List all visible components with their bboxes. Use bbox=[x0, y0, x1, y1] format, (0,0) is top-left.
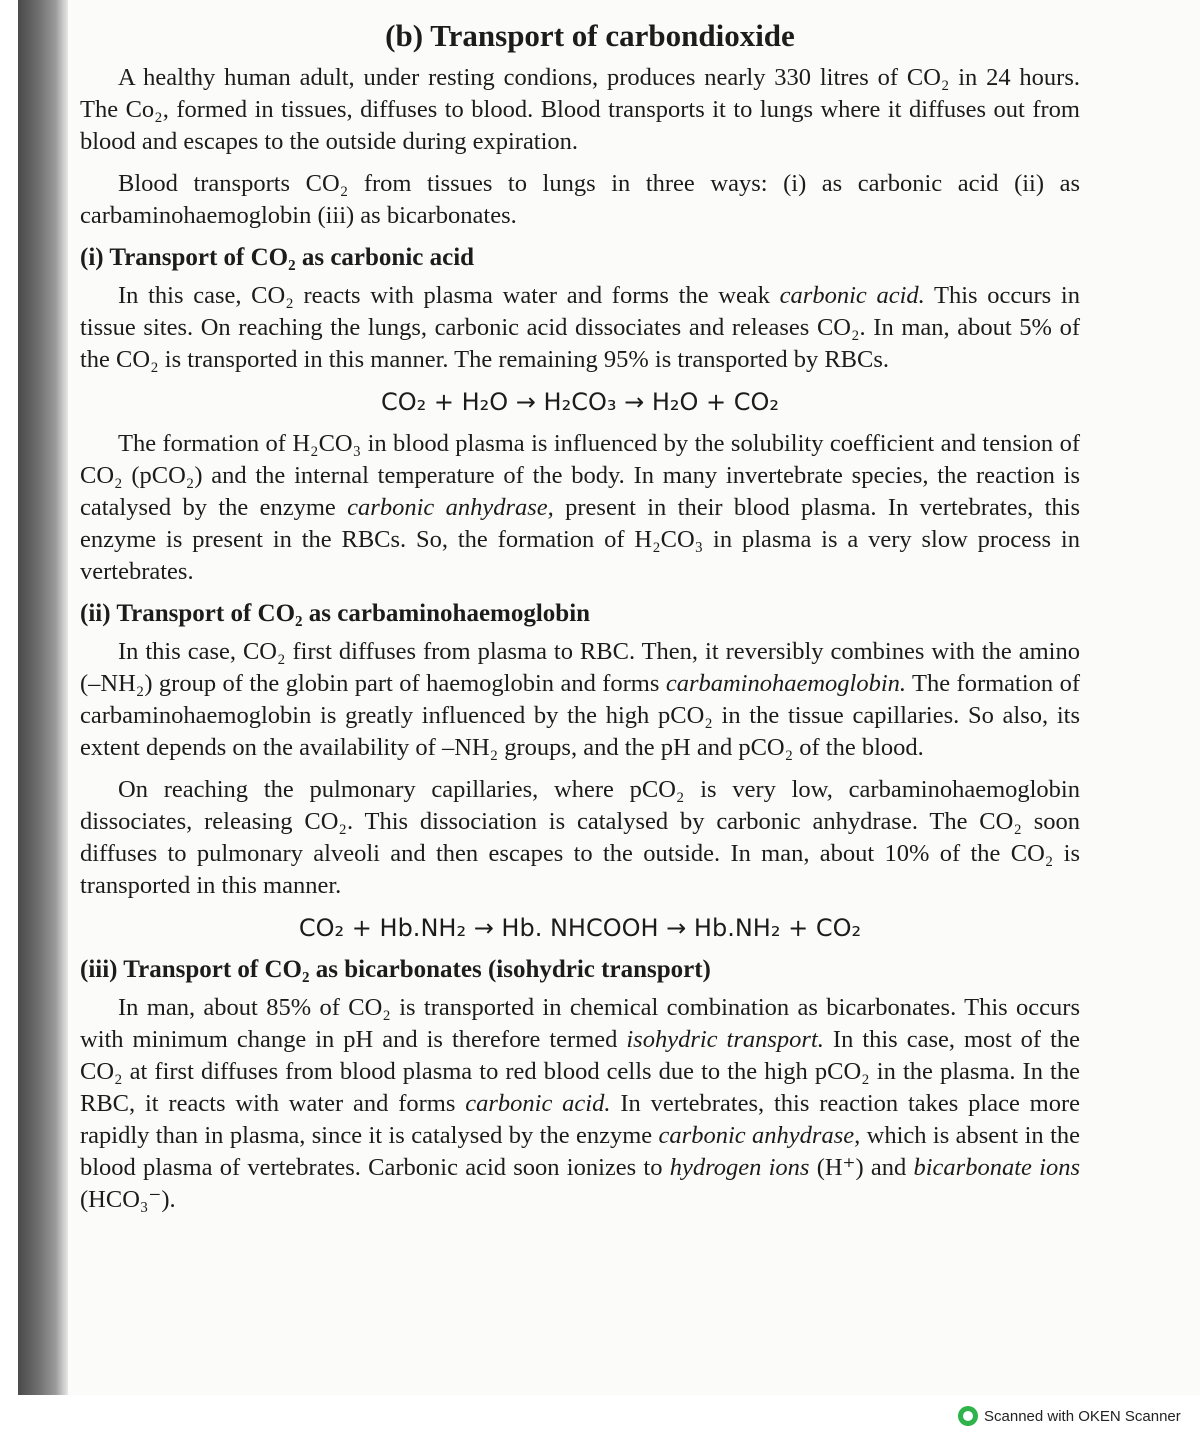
book-binding-shadow bbox=[18, 0, 68, 1395]
intro-paragraph-2: Blood transports CO₂ from tissues to lungs in three ways: (i) as carbonic acid (ii) as carbaminohaemoglobin (iii) as bicarbonates. bbox=[80, 170, 1080, 229]
carbaminohaemoglobin-equation: CO₂ + Hb.NH₂ → Hb. NHCOOH → Hb.NH₂ + CO₂ bbox=[298, 914, 862, 942]
page-title: (b) Transport of carbondioxide bbox=[385, 18, 795, 53]
section-2-paragraph-2: On reaching the pulmonary capillaries, where pCO₂ is very low, carbaminohaemoglobin dissociates, releasing CO₂. This dissociation is catalysed by carbonic anhydrase. The CO₂ soon diffuses to pulmonary alveoli and then escapes to the outside. In man, about 10% of the CO₂ is transported in this manner. bbox=[80, 776, 1080, 899]
section-2-heading: (ii) Transport of CO₂ as carbaminohaemoglobin bbox=[80, 600, 591, 627]
section-1-paragraph-2: The formation of H₂CO₃ in blood plasma is influenced by the solubility coefficient and tension of CO₂ (pCO₂) and the internal temperature of the body. In many invertebrate species, the reaction is catalysed by the enzyme carbonic anhydrase, present in their blood plasma. In vertebrates, this enzyme is present in the RBCs. So, the formation of H₂CO₃ in plasma is a very slow process in vertebrates. bbox=[80, 430, 1080, 585]
section-1-heading: (i) Transport of CO₂ as carbonic acid bbox=[80, 244, 475, 271]
page-content bbox=[80, 18, 1080, 1226]
section-3-paragraph-1: In man, about 85% of CO₂ is transported in chemical combination as bicarbonates. This occurs with minimum change in pH and is therefore termed isohydric transport. In this case, most of the CO₂ at first diffuses from blood plasma to red blood cells due to the high pCO₂ in the plasma. In the RBC, it reacts with water and forms carbonic acid. In vertebrates, this reaction takes place more rapidly than in plasma, since it is catalysed by the enzyme carbonic anhydrase, which is absent in the blood plasma of vertebrates. Carbonic acid soon ionizes to hydrogen ions (H⁺) and bicarbonate ions (HCO₃⁻). bbox=[80, 994, 1080, 1213]
scanner-watermark-text: Scanned with OKEN Scanner bbox=[984, 1407, 1181, 1425]
carbonic-acid-equation: CO₂ + H₂O → H₂CO₃ → H₂O + CO₂ bbox=[380, 388, 780, 416]
scanned-page bbox=[68, 0, 1200, 1395]
scanner-watermark bbox=[958, 1405, 1198, 1427]
section-2-paragraph-1: In this case, CO₂ first diffuses from plasma to RBC. Then, it reversibly combines with the amino (–NH₂) group of the globin part of haemoglobin and forms carbaminohaemoglobin. The formation of carbaminohaemoglobin is greatly influenced by the high pCO₂ in the tissue capillaries. So also, its extent depends on the availability of –NH₂ groups, and the pH and pCO₂ of the blood. bbox=[80, 638, 1080, 761]
scanner-logo-icon bbox=[958, 1406, 978, 1426]
section-3-heading: (iii) Transport of CO₂ as bicarbonates (isohydric transport) bbox=[80, 956, 711, 983]
intro-paragraph-1: A healthy human adult, under resting condions, produces nearly 330 litres of CO₂ in 24 hours. The Co₂, formed in tissues, diffuses to blood. Blood transports it to lungs where it diffuses out from blood and escapes to the outside during expiration. bbox=[80, 64, 1080, 155]
section-1-paragraph-1: In this case, CO₂ reacts with plasma water and forms the weak carbonic acid. This occurs in tissue sites. On reaching the lungs, carbonic acid dissociates and releases CO₂. In man, about 5% of the CO₂ is transported in this manner. The remaining 95% is transported by RBCs. bbox=[80, 282, 1080, 373]
